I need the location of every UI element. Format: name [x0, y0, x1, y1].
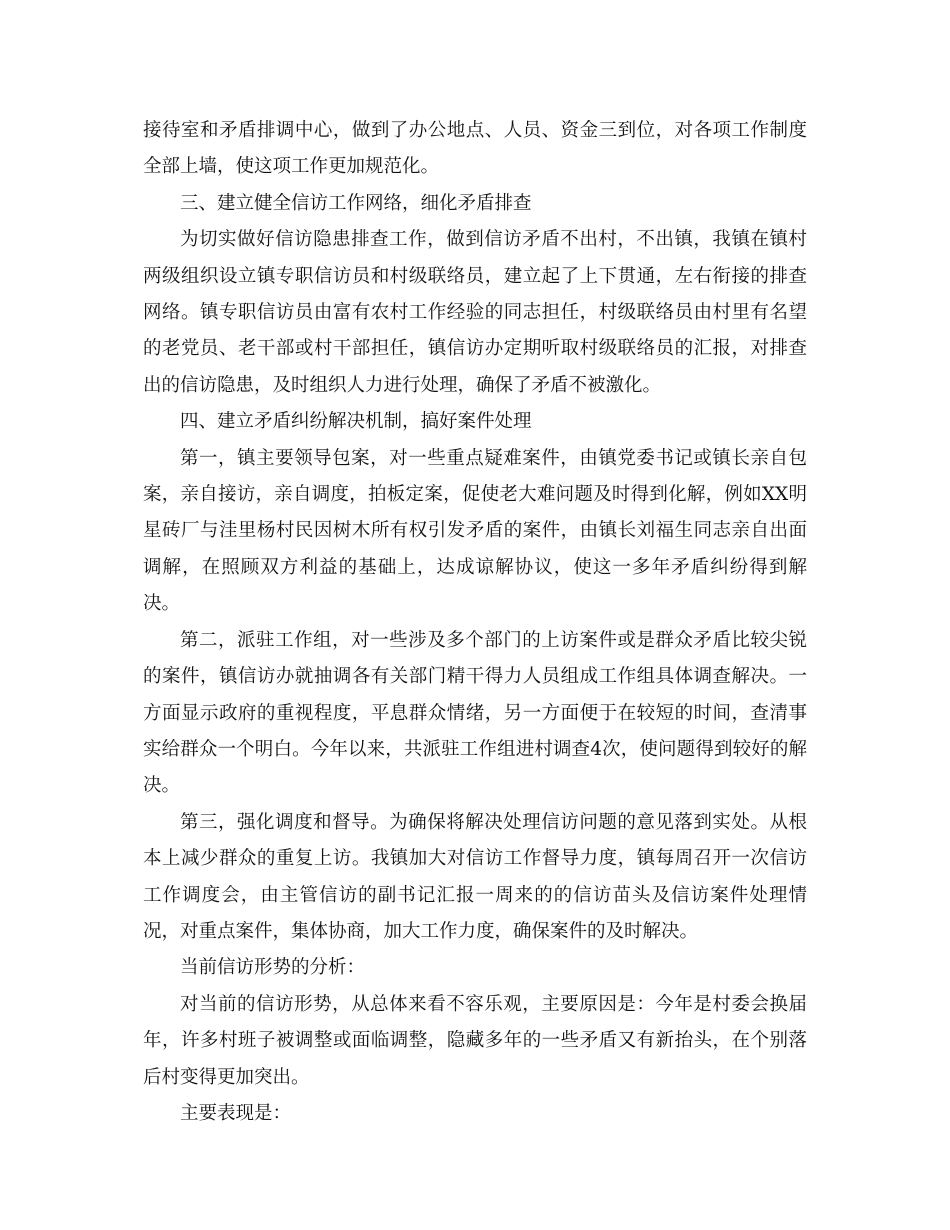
- paragraph-first-measure: 第一，镇主要领导包案，对一些重点疑难案件，由镇党委书记或镇长亲自包案，亲自接访，亲自调度，拍板定案，促使老大难问题及时得到化解，例如XX明星砖厂与洼里杨村民因树木所有权引发矛盾的案件，由镇长刘福生同志亲自出面调解，在照顾双方利益的基础上，达成谅解协议，使这一多年矛盾纠纷得到解决。: [143, 447, 807, 615]
- paragraph-network: 为切实做好信访隐患排查工作，做到信访矛盾不出村，不出镇，我镇在镇村两级组织设立镇专职信访员和村级联络员，建立起了上下贯通，左右衔接的排查网络。镇专职信访员由富有农村工作经验的同志担任，村级联络员由村里有名望的老党员、老干部或村干部担任，镇信访办定期听取村级联络员的汇报，对排查出的信访隐患，及时组织人力进行处理，确保了矛盾不被激化。: [143, 229, 807, 396]
- section-heading-3: 三、建立健全信访工作网络，细化矛盾排查: [180, 192, 532, 214]
- paragraph-situation: 对当前的信访形势，从总体来看不容乐观，主要原因是：今年是村委会换届年，许多村班子被调整或面临调整，隐藏多年的一些矛盾又有新抬头，在个别落后村变得更加突出。: [143, 993, 807, 1088]
- paragraph-third-measure: 第三，强化调度和督导。为确保将解决处理信访问题的意见落到实处。从根本上减少群众的重复上访。我镇加大对信访工作督导力度，镇每周召开一次信访工作调度会，由主管信访的副书记汇报一周来的的信访苗头及信访案件处理情况，对重点案件，集体协商，加大工作力度，确保案件的及时解决。: [143, 811, 807, 942]
- paragraph-second-measure: 第二，派驻工作组，对一些涉及多个部门的上访案件或是群众矛盾比较尖锐的案件，镇信访办就抽调各有关部门精干得力人员组成工作组具体调查解决。一方面显示政府的重视程度，平息群众情绪，另一方面便于在较短的时间，查清事实给群众一个明白。今年以来，共派驻工作组进村调查4次，使问题得到较好的解决。: [143, 629, 807, 797]
- section-heading-4: 四、建立矛盾纠纷解决机制，搞好案件处理: [180, 411, 532, 433]
- paragraph-main-performance: 主要表现是：: [180, 1102, 292, 1124]
- section-heading-analysis: 当前信访形势的分析：: [180, 957, 366, 979]
- document-body: [143, 113, 807, 1132]
- paragraph-continued: 接待室和矛盾排调中心，做到了办公地点、人员、资金三到位，对各项工作制度全部上墙，使这项工作更加规范化。: [143, 120, 807, 178]
